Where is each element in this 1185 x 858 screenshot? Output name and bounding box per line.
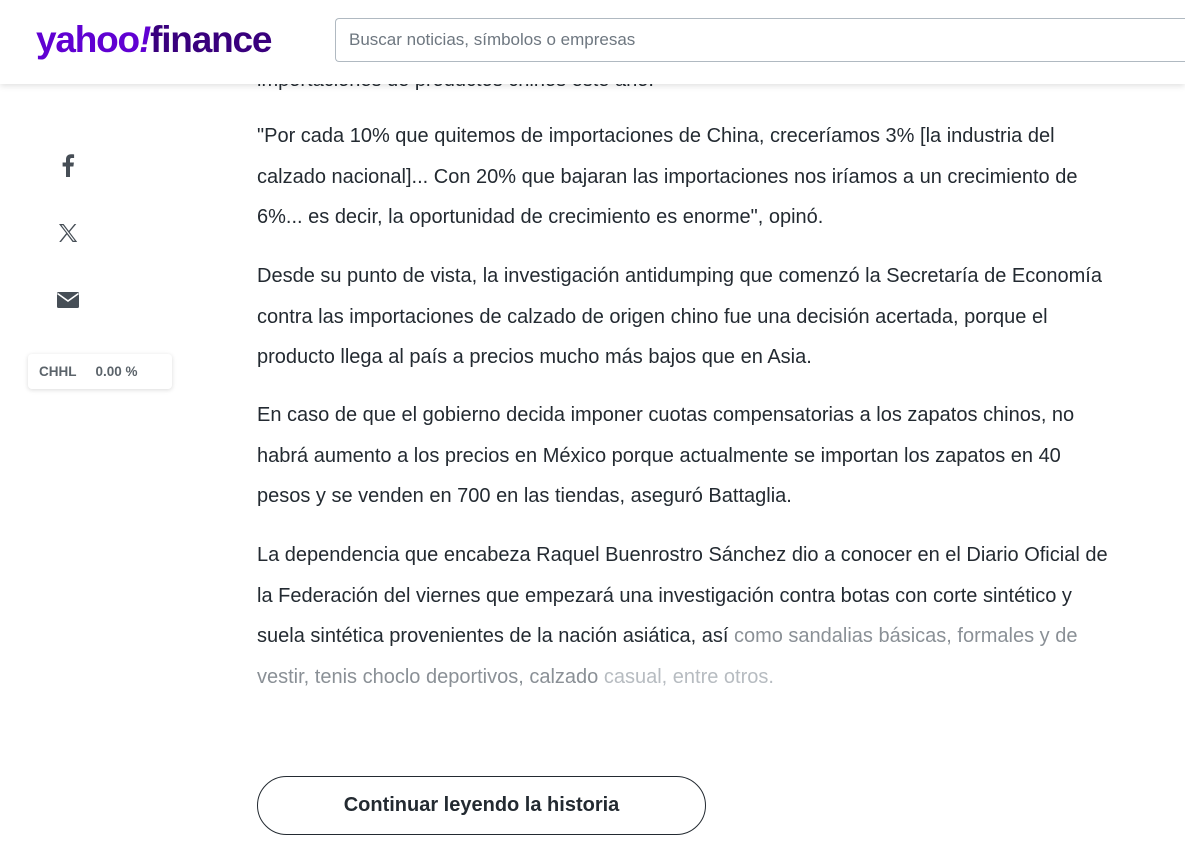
search-input[interactable] <box>335 18 1185 62</box>
yahoo-finance-logo[interactable] <box>36 18 271 62</box>
ticker-change: 0.00 % <box>95 364 138 379</box>
facebook-icon[interactable] <box>50 147 86 183</box>
ticker-symbol: CHHL <box>39 364 77 379</box>
mail-icon[interactable] <box>50 282 86 318</box>
article-paragraph: En caso de que el gobierno decida imponer cuotas compensatorias a los zapatos chinos, no habrá aumento a los precios en México porque actualmente se importan los zapatos en 40 pesos y se venden en 700 en las tiendas, aseguró Battaglia. <box>257 404 1075 507</box>
article-paragraph-faded-text: casual, entre otros. <box>603 665 774 688</box>
article-paragraph-last <box>257 535 1117 697</box>
logo-finance-text: finance <box>150 19 272 60</box>
ticker-chip[interactable] <box>28 354 172 389</box>
x-icon[interactable] <box>50 215 86 251</box>
article-paragraph-faded-text: como sandalias básicas, formales y de vestir, tenis choclo deportivos, calzado <box>257 625 1078 688</box>
continue-reading-button[interactable]: Continuar leyendo la historia <box>257 776 706 835</box>
article-paragraph: "Por cada 10% que quitemos de importaciones de China, creceríamos 3% [la industria del calzado nacional]... Con 20% que bajaran las importaciones nos iríamos a un crecimiento de 6%... es decir, la oportunidad de crecimiento es enorme", opinó. <box>257 125 1078 228</box>
logo-yahoo-text: yahoo <box>36 19 139 60</box>
article-paragraph: Desde su punto de vista, la investigación antidumping que comenzó la Secretaría de Economía contra las importaciones de calzado de origen chino fue una decisión acertada, porque el producto llega al país a precios mucho más bajos que en Asia. <box>257 265 1102 368</box>
logo-bang-text: ! <box>138 19 151 60</box>
article-paragraph-text: La dependencia que encabeza Raquel Buenrostro Sánchez dio a conocer en el Diario Oficial de la Federación del viernes que empezará una investigación contra botas con corte sintético y suela sintética provenientes de la nación asiática, así <box>257 544 1108 647</box>
site-header <box>0 0 1185 84</box>
